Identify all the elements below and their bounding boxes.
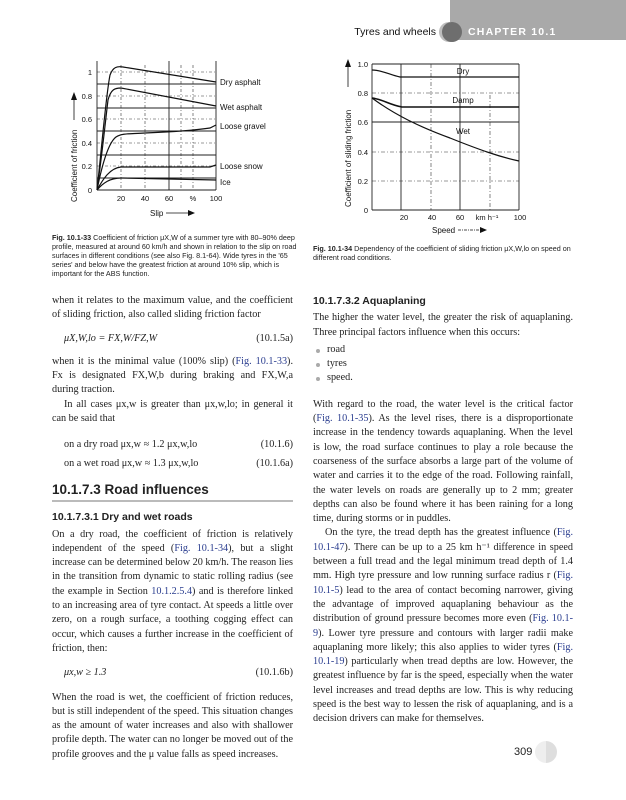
svg-text:20: 20 (399, 213, 409, 222)
page-number: 309 (514, 746, 533, 758)
figure-10-1-34-caption: Fig. 10.1-34 Dependency of the coefficient of sliding friction μX,W,lo on speed on different road conditions. (313, 244, 571, 262)
legend-wet-asphalt: Wet asphalt (220, 103, 263, 112)
legend-dry-asphalt: Dry asphalt (220, 78, 261, 87)
legend-ice: Ice (220, 178, 231, 187)
link-fig-10-1-34[interactable]: Fig. 10.1-34 (174, 542, 229, 554)
section-heading-road-influences: 10.1.7.3 Road influences (52, 483, 293, 502)
paragraph: When the road is wet, the coefficient of friction reduces, but is still independent of the speed. This situation changes as the amount of water increases and also with shallower profile depth. The water can no longer be moved out of the profile grooves and the μ value falls as speed increases. (52, 691, 293, 760)
left-column (52, 294, 293, 762)
svg-text:0: 0 (363, 206, 368, 215)
svg-text:1.0: 1.0 (357, 60, 368, 69)
equation-10-1-6b: μx,w ≥ 1.3 (10.1.6b) (64, 667, 293, 679)
svg-text:0.6: 0.6 (81, 115, 92, 124)
paragraph: The higher the water level, the greater the risk of aquaplaning. Three principal factors influence when this occurs: (313, 312, 573, 338)
figure-10-1-34-chart (320, 55, 560, 240)
paragraph: when it relates to the maximum value, and the coefficient of sliding friction, also called sliding friction factor (52, 295, 293, 321)
paragraph: On a dry road, the coefficient of friction is relatively independent of the speed (Fig. 10.1-34), but a slight increase can be determined below 20 km/h. The reason lies in the transition from dynamic to static rolling radius (see the example in Section 10.1.2.5.4) and is therefore linked to an increasing area of tyre contact. At speeds a little over zero, on a rough surface, a toothing cogging effect can occur, which causes a further increase in the coefficient of friction, then: (52, 528, 294, 654)
link-section-10-1-2-5-4[interactable]: 10.1.2.5.4 (151, 585, 193, 597)
link-fig-10-1-5[interactable]: Fig. 10.1-5 (313, 570, 573, 596)
equation-10-1-6: on a dry road μx,w ≈ 1.2 μx,w,lo (10.1.6) (64, 439, 293, 451)
svg-text:60: 60 (455, 213, 465, 222)
svg-text:100: 100 (209, 194, 223, 203)
svg-text:100: 100 (513, 213, 527, 222)
svg-text:km h⁻¹: km h⁻¹ (475, 213, 499, 222)
chapter-label: CHAPTER 10.1 (468, 26, 557, 38)
svg-text:60: 60 (164, 194, 174, 203)
figure-10-1-33-caption: Fig. 10.1-33 Coefficient of friction μX,W of a summer tyre with 80–90% deep profile, measured at around 60 km/h and shown in relation to the slip on road surfaces in different conditions (see also Fig. 8.1-64). Wide tyres in the '65 series' and below have the greatest friction at around 10% slip, which is important for the ABS function. (52, 233, 297, 278)
x-axis-label: Slip (150, 209, 164, 218)
svg-text:0.4: 0.4 (81, 139, 92, 148)
subsection-heading-aquaplaning: 10.1.7.3.2 Aquaplaning (313, 295, 426, 307)
paragraph: In all cases μx,w is greater than μx,w,lo; in general it can be said that (52, 398, 293, 425)
paragraph: On the tyre, the tread depth has the greatest influence (Fig. 10.1-47). There can be up to a 25 km h⁻¹ difference in speed between a full tread and the legal minimum tread depth of 1.4 mm. High tyre pressure and low running surface radius r (Fig. 10.1-5) lead to the area of contact becoming narrower, giving the advantage of improved aquaplaning behaviour as the distribution of ground pressure becomes more even (Fig. 10.1-9). Lower tyre pressure and contours with larger radii make aquaplaning more likely; this also applies to wider tyres (Fig. 10.1-19) particularly when tread depths are low. However, the greatest influence by far is the speed, especially when the water level increases and tread depths are low. This is why reducing speed is the best way to lessen the risk of aquaplaning, and is a decision drivers can make for themselves. (313, 527, 574, 725)
link-fig-10-1-9[interactable]: Fig. 10.1-9 (313, 613, 574, 639)
page-number-decoration (535, 741, 557, 763)
equation-10-1-5a: μX,W,lo = FX,W/FZ,W (10.1.5a) (64, 332, 293, 344)
paragraph: With regard to the road, the water level is the critical factor (Fig. 10.1-35). As the level rises, there is a disproportionate increase in the tendency towards aquaplaning. When the level is low, the road surface continues to play a role because the coarseness of the surface absorbs a large part of the volume of water and carries it to the edge of the road. Following rainfall, the water levels on roads are generally up to 2 mm; greater depths can also be found where it has been raining for a long time, during storms or in puddles. (313, 398, 573, 525)
y-axis-label: Coefficient of sliding friction (344, 109, 353, 207)
x-axis-label: Speed (432, 226, 456, 235)
label-damp: Damp (452, 96, 474, 105)
paragraph: when it is the minimal value (100% slip) (Fig. 10.1-33). Fx is designated FX,W,b during braking and FX,W,a during traction. (52, 355, 293, 396)
link-fig-10-1-33[interactable]: Fig. 10.1-33 (235, 355, 288, 367)
svg-text:40: 40 (140, 194, 150, 203)
label-dry: Dry (456, 67, 470, 76)
equation-10-1-6a: on a wet road μx,w ≈ 1.3 μx,w,lo (10.1.6a) (64, 457, 293, 469)
list-item: road (313, 343, 573, 357)
svg-text:%: % (189, 194, 197, 203)
svg-text:0.8: 0.8 (357, 89, 368, 98)
running-title: Tyres and wheels (354, 26, 436, 38)
svg-text:40: 40 (427, 213, 437, 222)
link-fig-10-1-19[interactable]: Fig. 10.1-19 (313, 641, 573, 668)
svg-text:0.2: 0.2 (357, 177, 368, 186)
subsection-heading-dry-wet-roads: 10.1.7.3.1 Dry and wet roads (52, 511, 193, 524)
list-item: speed. (313, 371, 573, 385)
factor-list (313, 343, 573, 386)
svg-text:0.2: 0.2 (81, 162, 92, 171)
header-circle-decoration (442, 22, 462, 42)
legend-loose-snow: Loose snow (220, 162, 263, 171)
legend-loose-gravel: Loose gravel (220, 122, 266, 131)
y-axis-label: Coefficient of friction (70, 129, 79, 202)
figure-10-1-33-chart (50, 55, 300, 225)
link-fig-10-1-35[interactable]: Fig. 10.1-35 (316, 413, 369, 425)
svg-text:0.8: 0.8 (81, 92, 92, 101)
svg-text:0: 0 (87, 186, 92, 195)
svg-text:20: 20 (116, 194, 126, 203)
link-fig-10-1-47[interactable]: Fig. 10.1-47 (313, 527, 573, 553)
svg-text:0.6: 0.6 (357, 118, 368, 127)
label-wet: Wet (455, 127, 471, 136)
list-item: tyres (313, 357, 573, 371)
svg-text:0.4: 0.4 (357, 148, 368, 157)
right-column (313, 294, 573, 727)
svg-text:1: 1 (87, 68, 92, 77)
